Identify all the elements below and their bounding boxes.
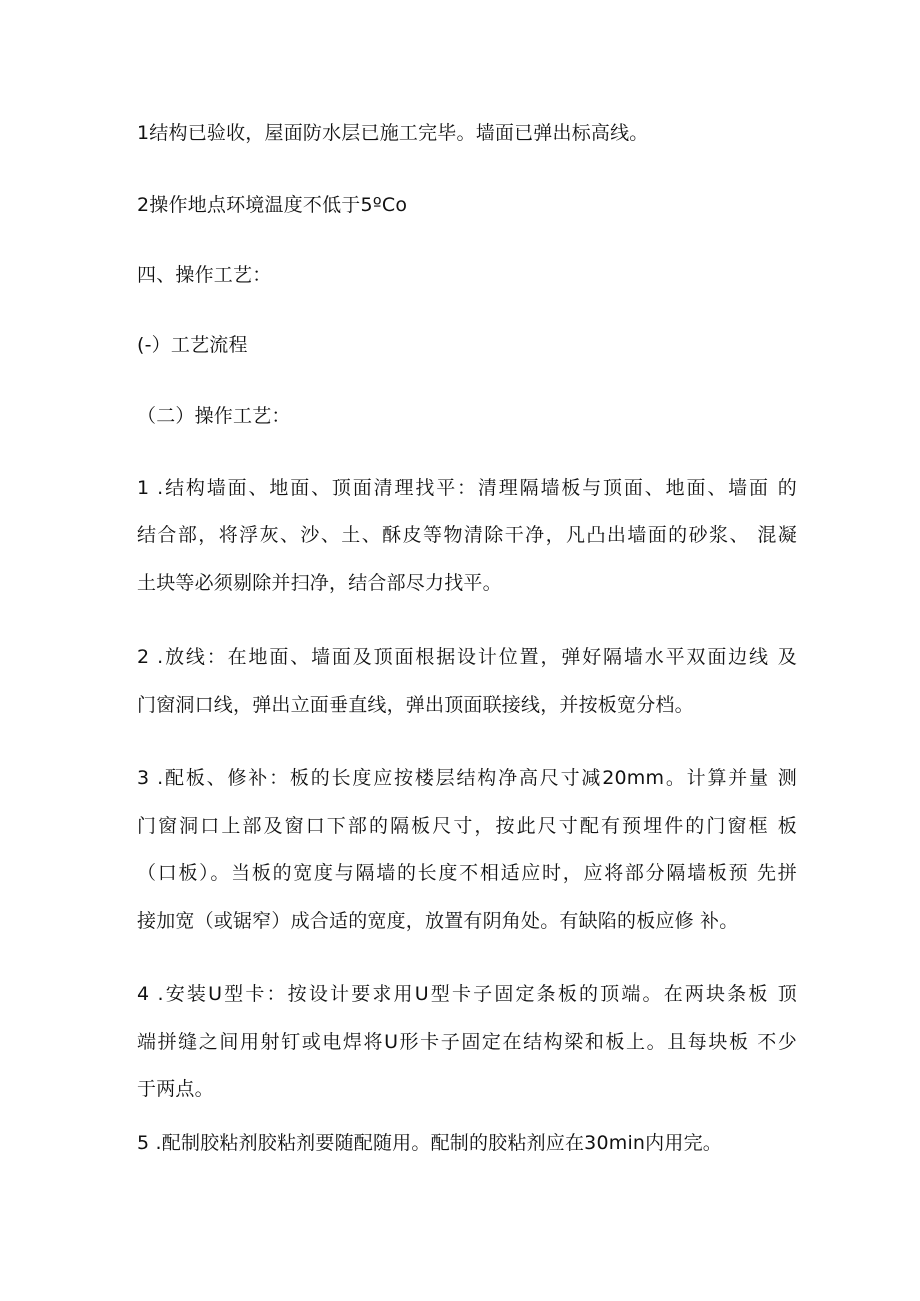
step-1-line-3: 土块等必须剔除并扫净，结合部尽力找平。 [137, 572, 502, 594]
step-4-line-2: 端拼缝之间用射钉或电焊将U形卡子固定在结构梁和板上。且每块板 不少 [137, 1031, 797, 1053]
subsection-2-heading: （二）操作工艺： [137, 405, 291, 427]
step-3-line-3: （口板）。当板的宽度与隔墙的长度不相适应时，应将部分隔墙板预 先拼 [137, 862, 797, 884]
step-4-line-3: 于两点。 [137, 1078, 214, 1100]
step-3-line-1: 3 .配板、修补：板的长度应按楼层结构净高尺寸减20mm。计算并量 测 [137, 767, 797, 789]
step-3-line-2: 门窗洞口上部及窗口下部的隔板尺寸，按此尺寸配有预埋件的门窗框 板 [137, 815, 797, 837]
step-3-line-4: 接加宽（或锯窄）成合适的宽度，放置有阴角处。有缺陷的板应修 补。 [137, 910, 739, 932]
step-2-line-1: 2 .放线：在地面、墙面及顶面根据设计位置，弹好隔墙水平双面边线 及 [137, 646, 797, 668]
step-1-line-1: 1 .结构墙面、地面、顶面清理找平：清理隔墙板与顶面、地面、墙面 的 [137, 477, 797, 499]
step-1-line-2: 结合部，将浮灰、沙、土、酥皮等物清除干净，凡凸出墙面的砂浆、 混凝 [137, 524, 797, 546]
prereq-item-2: 2操作地点环境温度不低于5ºCo [137, 194, 408, 216]
prereq-item-1: 1结构已验收，屋面防水层已施工完毕。墙面已弹出标高线。 [137, 122, 649, 144]
step-2-line-2: 门窗洞口线，弹出立面垂直线，弹出顶面联接线，并按板宽分档。 [137, 694, 694, 716]
step-5-line-1: 5 .配制胶粘剂胶粘剂要随配随用。配制的胶粘剂应在30min内用完。 [137, 1132, 722, 1154]
section-4-heading: 四、操作工艺： [137, 264, 272, 286]
step-4-line-1: 4 .安装U型卡：按设计要求用U型卡子固定条板的顶端。在两块条板 顶 [137, 983, 797, 1005]
subsection-1-heading: (-）工艺流程 [137, 334, 248, 356]
